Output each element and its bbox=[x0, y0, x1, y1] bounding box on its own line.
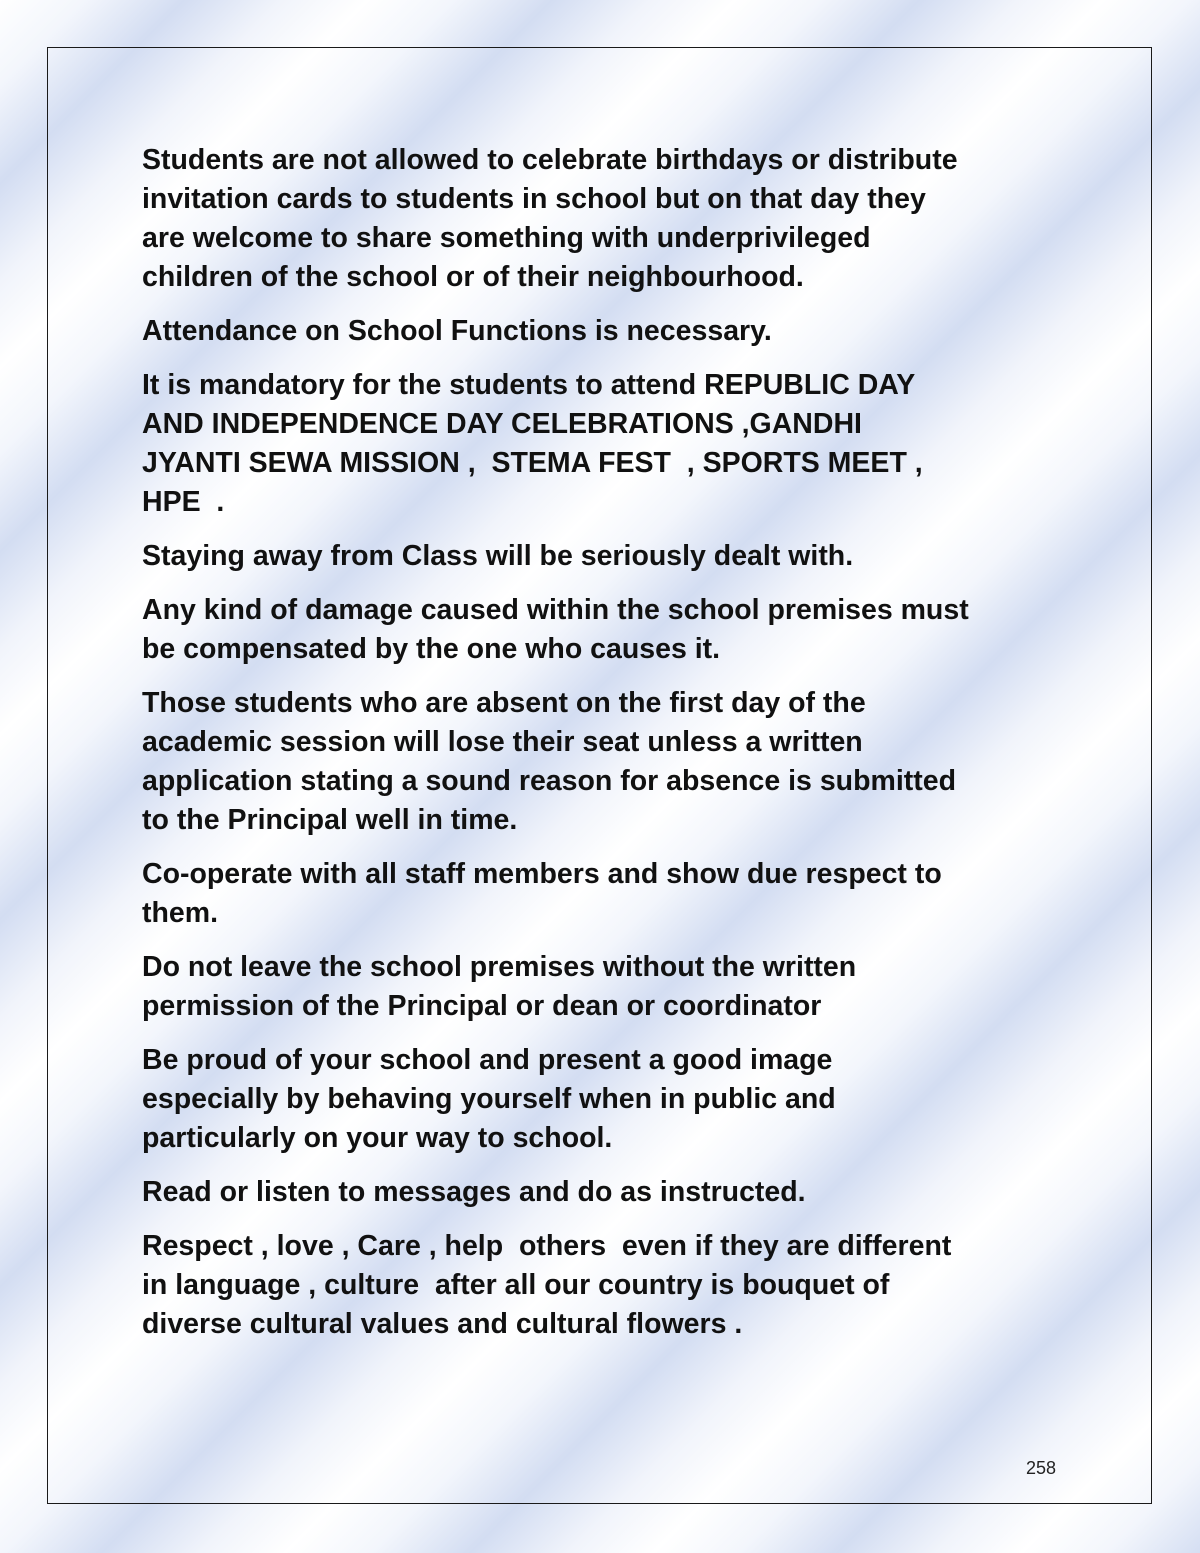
rule-paragraph: It is mandatory for the students to attend REPUBLIC DAY AND INDEPENDENCE DAY CELEBRATIONS ,GANDHI JYANTI SEWA MISSION , STEMA FEST , SPORTS MEET , HPE . bbox=[142, 369, 923, 518]
rule-paragraph: Staying away from Class will be seriously dealt with. bbox=[142, 540, 854, 572]
rule-paragraph: Be proud of your school and present a good image especially by behaving yourself when in public and particularly on your way to school. bbox=[142, 1044, 836, 1154]
rule-paragraph: Those students who are absent on the first day of the academic session will lose their seat unless a written application stating a sound reason for absence is submitted to the Principal well in time. bbox=[142, 687, 956, 836]
page-number: 258 bbox=[1026, 1458, 1057, 1478]
rule-paragraph: Do not leave the school premises without the written permission of the Principal or dean or coordinator bbox=[142, 951, 857, 1022]
rule-paragraph: Students are not allowed to celebrate birthdays or distribute invitation cards to students in school but on that day they are welcome to share something with underprivileged children of the school or of their neighbourhood. bbox=[142, 144, 958, 293]
rule-paragraph: Attendance on School Functions is necessary. bbox=[142, 315, 772, 347]
rule-paragraph: Co-operate with all staff members and show due respect to them. bbox=[142, 858, 942, 929]
rule-paragraph: Respect , love , Care , help others even if they are different in language , culture after all our country is bouquet of diverse cultural values and cultural flowers . bbox=[142, 1230, 952, 1340]
rules-list bbox=[142, 141, 1102, 1359]
rule-paragraph: Any kind of damage caused within the school premises must be compensated by the one who causes it. bbox=[142, 594, 969, 665]
rule-paragraph: Read or listen to messages and do as instructed. bbox=[142, 1176, 806, 1208]
